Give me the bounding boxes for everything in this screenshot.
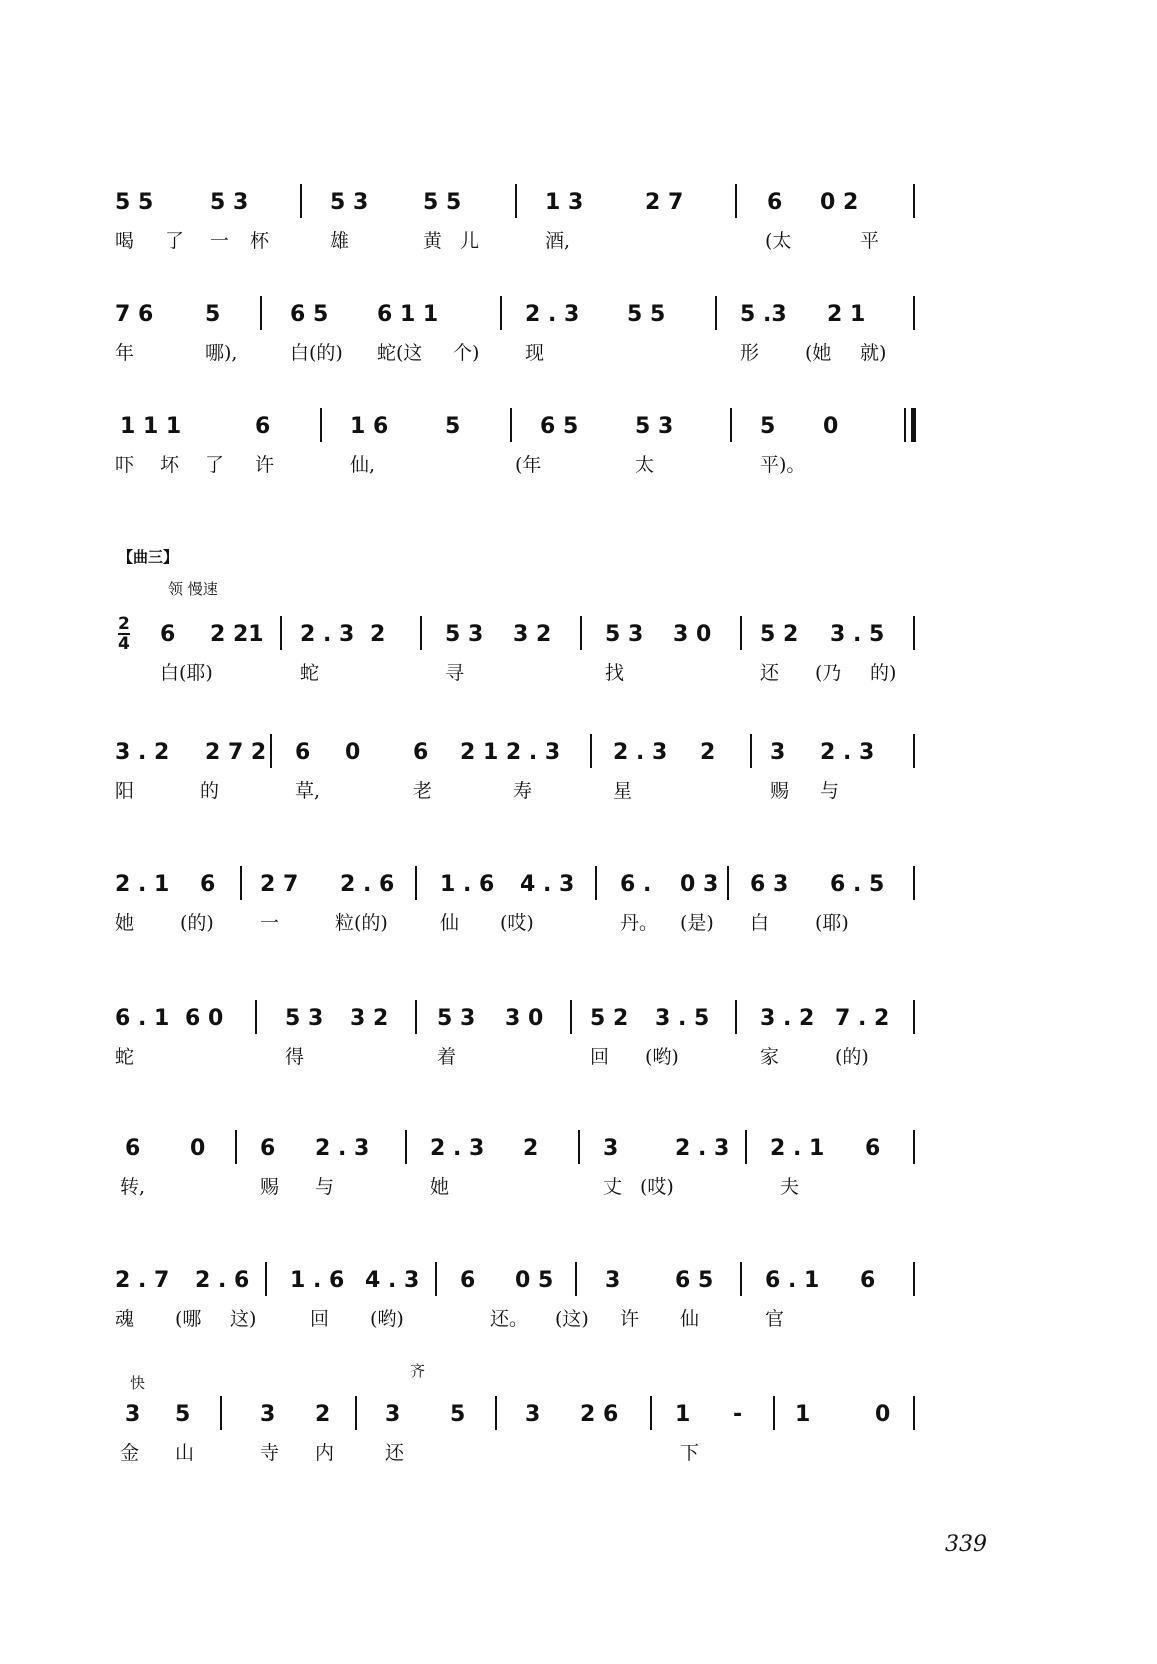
note-group: 2 . 7 xyxy=(115,1268,170,1293)
lyric: (太 xyxy=(765,230,792,252)
note-group: 2 xyxy=(370,622,386,647)
note-group: 1 . 6 xyxy=(290,1268,345,1293)
note-group: 2 . 3 xyxy=(525,302,580,327)
note-group: 5 3 xyxy=(330,190,369,215)
note-group: 2 . 1 xyxy=(770,1136,825,1161)
note-group: 6 xyxy=(865,1136,881,1161)
note-group: 1 3 xyxy=(545,190,584,215)
lyric: 找 xyxy=(605,662,625,684)
lyric: 寺 xyxy=(260,1442,280,1464)
lyric: 的) xyxy=(870,662,897,684)
lyric: 老 xyxy=(413,780,433,802)
lyric: 还。 xyxy=(490,1308,529,1330)
note-group: 5 xyxy=(445,414,461,439)
note-group: 2 xyxy=(700,740,716,765)
note-group: 2 . 1 xyxy=(115,872,170,897)
staff-system-10 xyxy=(115,1392,985,1468)
note-group: - xyxy=(733,1402,743,1427)
note-group: 6 . 1 xyxy=(765,1268,820,1293)
note-group: 6 5 xyxy=(675,1268,714,1293)
staff-system-7 xyxy=(115,996,985,1072)
time-signature-top: 2 xyxy=(118,614,130,634)
note-group: 3 xyxy=(605,1268,621,1293)
lyric: 就) xyxy=(860,342,887,364)
lyric: 官 xyxy=(765,1308,785,1330)
note-group: 7 . 2 xyxy=(835,1006,890,1031)
page-number: 339 xyxy=(945,1532,987,1557)
note-group: 2 1 2 . 3 xyxy=(460,740,561,765)
note-group: 5 3 xyxy=(210,190,249,215)
lyric: 现 xyxy=(525,342,545,364)
lyric: (哟) xyxy=(645,1046,679,1068)
lyric: 平 xyxy=(860,230,880,252)
note-group: 7 6 xyxy=(115,302,154,327)
note-group: 6 1 1 xyxy=(377,302,439,327)
lyric: 赐 xyxy=(770,780,790,802)
lyric: 坏 xyxy=(160,454,180,476)
note-group: 2 6 xyxy=(580,1402,619,1427)
note-group: 5 2 xyxy=(760,622,799,647)
lyric: 一 xyxy=(260,912,280,934)
note-group: 6 5 xyxy=(290,302,329,327)
lyric: 平)。 xyxy=(760,454,806,476)
lyric: (她 xyxy=(805,342,832,364)
lyric: 魂 xyxy=(115,1308,135,1330)
lyric: (耶) xyxy=(815,912,849,934)
lyric: 草, xyxy=(295,780,321,802)
lyric: 家 xyxy=(760,1046,780,1068)
note-group: 3 xyxy=(770,740,786,765)
lyric: 转, xyxy=(120,1176,146,1198)
note-group: 2 1 xyxy=(827,302,866,327)
lyric: (是) xyxy=(680,912,714,934)
note-group: 3 xyxy=(525,1402,541,1427)
lyric: 还 xyxy=(760,662,780,684)
note-group: 6 xyxy=(255,414,271,439)
staff-system-4 xyxy=(115,612,985,688)
note-group: 2 . 3 xyxy=(430,1136,485,1161)
lyric: (哪 xyxy=(175,1308,202,1330)
note-group: 0 xyxy=(190,1136,206,1161)
tutti-mark: 齐 xyxy=(410,1362,426,1380)
note-group: 4 . 3 xyxy=(365,1268,420,1293)
lyric: 还 xyxy=(385,1442,405,1464)
lyric: 回 xyxy=(310,1308,330,1330)
lyric: 阳 xyxy=(115,780,135,802)
note-group: 5 3 xyxy=(635,414,674,439)
note-group: 3 0 xyxy=(505,1006,544,1031)
note-group: 6 . 5 xyxy=(830,872,885,897)
note-group: 0 xyxy=(345,740,361,765)
lyric: (哎) xyxy=(500,912,534,934)
note-group: 5 xyxy=(450,1402,466,1427)
lyric: 她 xyxy=(430,1176,450,1198)
staff-system-3 xyxy=(115,404,985,480)
lyric: 内 xyxy=(315,1442,335,1464)
note-group: 2 21 xyxy=(210,622,264,647)
note-group: 2 xyxy=(523,1136,539,1161)
note-group: 6 xyxy=(860,1268,876,1293)
lyric: (的) xyxy=(180,912,214,934)
note-group: 6 3 xyxy=(750,872,789,897)
section-title: 【曲三】 xyxy=(118,548,179,566)
note-group: 5 xyxy=(760,414,776,439)
note-group: 1 . 6 xyxy=(440,872,495,897)
note-group: 5 3 xyxy=(445,622,484,647)
lyric: 丈 xyxy=(603,1176,623,1198)
note-group: 6 . 1 xyxy=(115,1006,170,1031)
lyric: 喝 xyxy=(115,230,135,252)
lyric: 杯 xyxy=(250,230,270,252)
note-group: 2 . 3 xyxy=(315,1136,370,1161)
note-group: 0 xyxy=(875,1402,891,1427)
note-group: 5 xyxy=(175,1402,191,1427)
note-group: 3 . 2 xyxy=(115,740,170,765)
tempo-marking: 领 慢速 xyxy=(168,580,218,598)
lyric: (年 xyxy=(515,454,542,476)
lyric: 仙, xyxy=(350,454,376,476)
lyric: 仙 xyxy=(440,912,460,934)
note-group: 4 . 3 xyxy=(520,872,575,897)
note-group: 5 3 xyxy=(437,1006,476,1031)
note-group: 5 3 xyxy=(605,622,644,647)
note-group: 1 xyxy=(795,1402,811,1427)
note-group: 5 5 xyxy=(115,190,154,215)
lyric: 酒, xyxy=(545,230,571,252)
lyric: 了 xyxy=(165,230,185,252)
note-group: 2 xyxy=(315,1402,331,1427)
note-group: 2 7 xyxy=(645,190,684,215)
note-group: 2 . 3 xyxy=(675,1136,730,1161)
note-group: 3 xyxy=(260,1402,276,1427)
lyric: 金 xyxy=(120,1442,140,1464)
note-group: 6 xyxy=(413,740,429,765)
lyric: 蛇 xyxy=(300,662,320,684)
note-group: 5 3 xyxy=(285,1006,324,1031)
note-group: 3 2 xyxy=(513,622,552,647)
tempo-fast-mark: 快 xyxy=(130,1374,146,1392)
note-group: 5 5 xyxy=(423,190,462,215)
note-group: 5 .3 xyxy=(740,302,787,327)
lyric: 粒(的) xyxy=(335,912,388,934)
lyric: 许 xyxy=(620,1308,640,1330)
note-group: 5 xyxy=(205,302,221,327)
staff-system-1 xyxy=(115,180,985,256)
note-group: 3 . 5 xyxy=(830,622,885,647)
lyric: 许 xyxy=(255,454,275,476)
lyric: 白(的) xyxy=(290,342,343,364)
note-group: 2 . 6 xyxy=(195,1268,250,1293)
note-group: 2 . 3 xyxy=(613,740,668,765)
lyric: 下 xyxy=(680,1442,700,1464)
lyric: 蛇(这 xyxy=(377,342,423,364)
note-group: 6 xyxy=(767,190,783,215)
lyric: 哪), xyxy=(205,342,238,364)
note-group: 2 . 3 xyxy=(300,622,355,647)
lyric: (哟) xyxy=(370,1308,404,1330)
note-group: 6 xyxy=(160,622,176,647)
staff-system-9 xyxy=(115,1258,985,1334)
note-group: 6 xyxy=(125,1136,141,1161)
lyric: 她 xyxy=(115,912,135,934)
note-group: 3 . 2 xyxy=(760,1006,815,1031)
lyric: 得 xyxy=(285,1046,305,1068)
lyric: 黄 xyxy=(423,230,443,252)
lyric: 形 xyxy=(740,342,760,364)
lyric: 雄 xyxy=(330,230,350,252)
lyric: 太 xyxy=(635,454,655,476)
note-group: 6 xyxy=(260,1136,276,1161)
note-group: 3 2 xyxy=(350,1006,389,1031)
lyric: 着 xyxy=(437,1046,457,1068)
lyric: (乃 xyxy=(815,662,842,684)
lyric: 赐 xyxy=(260,1176,280,1198)
lyric: 了 xyxy=(205,454,225,476)
note-group: 0 5 xyxy=(515,1268,554,1293)
note-group: 0 xyxy=(823,414,839,439)
note-group: 6 xyxy=(460,1268,476,1293)
note-group: 0 3 xyxy=(680,872,719,897)
note-group: 3 0 xyxy=(673,622,712,647)
note-group: 1 1 1 xyxy=(120,414,182,439)
lyric: 星 xyxy=(613,780,633,802)
note-group: 3 . 5 xyxy=(655,1006,710,1031)
lyric: 吓 xyxy=(115,454,135,476)
note-group: 6 . xyxy=(620,872,652,897)
lyric: 白 xyxy=(750,912,770,934)
staff-system-8 xyxy=(115,1126,985,1202)
lyric: (哎) xyxy=(640,1176,674,1198)
note-group: 3 xyxy=(603,1136,619,1161)
note-group: 6 xyxy=(295,740,311,765)
lyric: 一 xyxy=(210,230,230,252)
lyric: (这) xyxy=(555,1308,589,1330)
lyric: 寿 xyxy=(513,780,533,802)
note-group: 6 0 xyxy=(185,1006,224,1031)
note-group: 3 xyxy=(125,1402,141,1427)
time-signature-bottom: 4 xyxy=(118,634,130,654)
note-group: 1 xyxy=(675,1402,691,1427)
note-group: 2 7 xyxy=(260,872,299,897)
lyric: 这) xyxy=(230,1308,257,1330)
note-group: 0 2 xyxy=(820,190,859,215)
lyric: 寻 xyxy=(445,662,465,684)
lyric: 与 xyxy=(315,1176,335,1198)
staff-system-2 xyxy=(115,292,985,368)
note-group: 1 6 xyxy=(350,414,389,439)
note-group: 6 5 xyxy=(540,414,579,439)
lyric: 丹。 xyxy=(620,912,659,934)
lyric: 儿 xyxy=(460,230,480,252)
lyric: 个) xyxy=(453,342,480,364)
staff-system-6 xyxy=(115,862,985,938)
lyric: 仙 xyxy=(680,1308,700,1330)
note-group: 2 . 6 xyxy=(340,872,395,897)
note-group: 6 xyxy=(200,872,216,897)
lyric: (的) xyxy=(835,1046,869,1068)
lyric: 夫 xyxy=(780,1176,800,1198)
staff-system-5 xyxy=(115,730,985,806)
note-group: 2 7 2 xyxy=(205,740,267,765)
lyric: 白(耶) xyxy=(160,662,213,684)
note-group: 5 2 xyxy=(590,1006,629,1031)
lyric: 蛇 xyxy=(115,1046,135,1068)
note-group: 3 xyxy=(385,1402,401,1427)
note-group: 2 . 3 xyxy=(820,740,875,765)
lyric: 的 xyxy=(200,780,220,802)
note-group: 5 5 xyxy=(627,302,666,327)
lyric: 年 xyxy=(115,342,135,364)
lyric: 与 xyxy=(820,780,840,802)
lyric: 回 xyxy=(590,1046,610,1068)
lyric: 山 xyxy=(175,1442,195,1464)
